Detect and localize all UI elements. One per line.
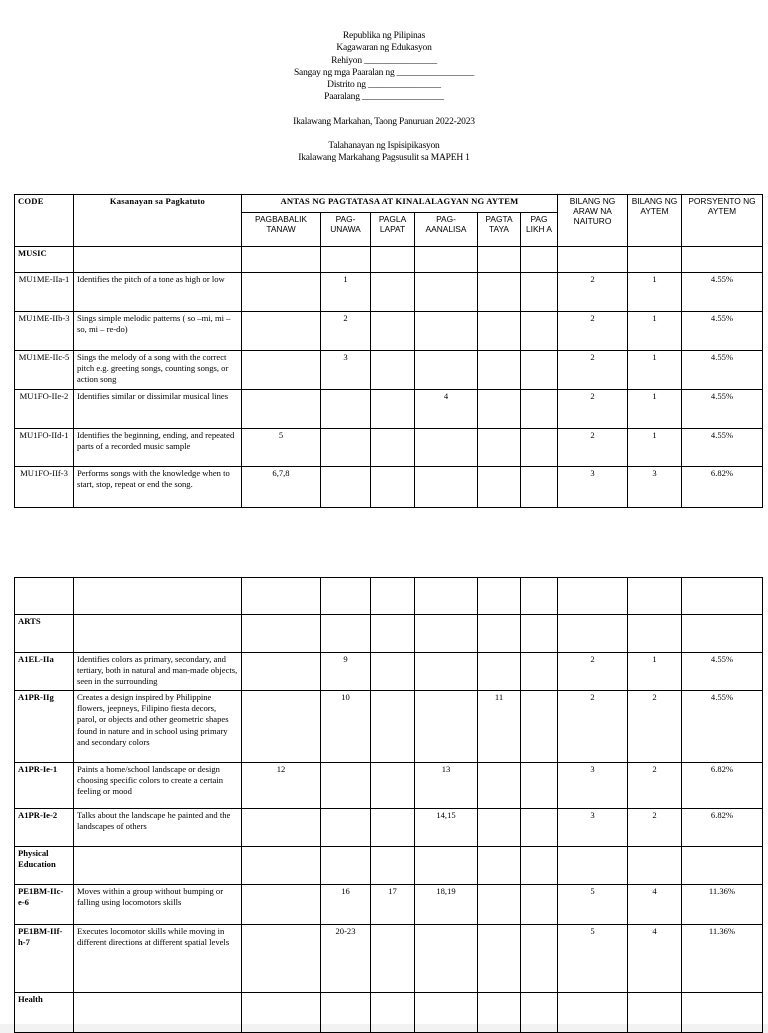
table-row (15, 312, 763, 351)
cell-value: 6.82% (682, 467, 763, 508)
cell-value (371, 390, 415, 429)
cell-skill: Identifies the pitch of a tone as high or low (74, 273, 242, 312)
cell-value (478, 312, 521, 351)
cell-value: 6,7,8 (242, 467, 321, 508)
cell-code: PE1BM-IIf-h-7 (15, 925, 74, 993)
col-level: PAG-UNAWA (321, 213, 371, 247)
cell-value (521, 653, 558, 691)
cell-value (478, 273, 521, 312)
cell-value: 11.36% (682, 885, 763, 925)
header-line: Sangay ng mga Paaralan ng _________________ (293, 67, 475, 78)
cell-value (371, 763, 415, 809)
cell-value: 2 (558, 273, 628, 312)
cell-value (521, 925, 558, 993)
cell-value: 2 (558, 351, 628, 390)
cell-value (415, 351, 478, 390)
col-level: PAGBABALIK TANAW (242, 213, 321, 247)
cell-value: 4.55% (682, 429, 763, 467)
cell-skill: Performs songs with the knowledge when to start, stop, repeat or end the song. (74, 467, 242, 508)
tos-table-music (14, 194, 763, 508)
cell-value: 4.55% (682, 653, 763, 691)
cell-skill: Sings simple melodic patterns ( so –mi, mi –so, mi – re-do) (74, 312, 242, 351)
cell-value: 4 (415, 390, 478, 429)
col-porsyento: PORSYENTO NG AYTEM (682, 195, 763, 247)
cell-value (478, 763, 521, 809)
col-level: PAG LIKH A (521, 213, 558, 247)
section-label: Physical Education (15, 847, 74, 885)
cell-skill: Identifies colors as primary, secondary, and tertiary, both in natural and man-made objects, seen in the surrounding (74, 653, 242, 691)
col-level: PAGTA TAYA (478, 213, 521, 247)
music-rows (15, 273, 763, 508)
cell-value: 1 (628, 273, 682, 312)
cell-value: 3 (558, 467, 628, 508)
cell-value (478, 809, 521, 847)
cell-value (242, 925, 321, 993)
cell-value (321, 429, 371, 467)
header-line: Paaralang __________________ (324, 92, 444, 103)
cell-value (371, 467, 415, 508)
table-row (15, 885, 763, 925)
col-code: CODE (15, 195, 74, 247)
cell-value: 11 (478, 691, 521, 763)
cell-value: 3 (558, 763, 628, 809)
cell-value: 1 (628, 312, 682, 351)
cell-code: MU1ME-IIc-5 (15, 351, 74, 390)
table-row (15, 763, 763, 809)
table-row (15, 691, 763, 763)
cell-value: 18,19 (415, 885, 478, 925)
table-row (15, 925, 763, 993)
cell-value (415, 312, 478, 351)
cell-value (415, 691, 478, 763)
section-label: Health (15, 993, 74, 1033)
cell-value: 4 (628, 885, 682, 925)
cell-value (478, 885, 521, 925)
col-kasanayan: Kasanayan sa Pagkatuto (74, 195, 242, 247)
cell-code: A1EL-IIa (15, 653, 74, 691)
cell-code: A1PR-Ie-2 (15, 809, 74, 847)
cell-value: 14,15 (415, 809, 478, 847)
cell-value (478, 467, 521, 508)
cell-value (371, 691, 415, 763)
cell-value (521, 885, 558, 925)
cell-value (321, 467, 371, 508)
cell-value (415, 653, 478, 691)
cell-value (478, 925, 521, 993)
cell-value: 10 (321, 691, 371, 763)
cell-value: 12 (242, 763, 321, 809)
cell-skill: Identifies the beginning, ending, and repeated parts of a recorded music sample (74, 429, 242, 467)
table-row (15, 467, 763, 508)
cell-value (242, 885, 321, 925)
cell-value: 2 (628, 763, 682, 809)
cell-value (521, 312, 558, 351)
cell-value: 1 (628, 653, 682, 691)
cell-value: 4.55% (682, 390, 763, 429)
cell-value: 5 (242, 429, 321, 467)
cell-code: MU1FO-IIe-2 (15, 390, 74, 429)
col-bilang-aytem: BILANG NG AYTEM (628, 195, 682, 247)
cell-value (371, 351, 415, 390)
document-header (0, 30, 768, 165)
cell-value (242, 351, 321, 390)
title-line: Ikalawang Markahang Pagsusulit sa MAPEH 1 (298, 153, 470, 164)
cell-value: 16 (321, 885, 371, 925)
cell-value (521, 467, 558, 508)
cell-value (321, 763, 371, 809)
cell-value (242, 390, 321, 429)
cell-code: MU1FO-IIf-3 (15, 467, 74, 508)
cell-value: 4.55% (682, 351, 763, 390)
col-bilang-araw: BILANG NG ARAW NA NAITURO (558, 195, 628, 247)
cell-value (371, 312, 415, 351)
cell-value (371, 925, 415, 993)
cell-value: 4 (628, 925, 682, 993)
cell-skill: Moves within a group without bumping or falling using locomotors skills (74, 885, 242, 925)
cell-value: 2 (558, 429, 628, 467)
cell-value (521, 763, 558, 809)
cell-value: 1 (628, 429, 682, 467)
pe-rows (15, 885, 763, 993)
cell-value: 4.55% (682, 273, 763, 312)
cell-value (521, 273, 558, 312)
cell-value: 2 (321, 312, 371, 351)
cell-value (371, 809, 415, 847)
cell-value: 4.55% (682, 691, 763, 763)
cell-code: A1PR-Ie-1 (15, 763, 74, 809)
cell-value (321, 390, 371, 429)
cell-value (321, 809, 371, 847)
cell-value (371, 653, 415, 691)
cell-value: 5 (558, 885, 628, 925)
cell-value: 3 (321, 351, 371, 390)
table-row (15, 351, 763, 390)
section-label: ARTS (15, 615, 74, 653)
cell-value (478, 351, 521, 390)
cell-code: MU1ME-IIa-1 (15, 273, 74, 312)
cell-value (521, 351, 558, 390)
cell-value: 17 (371, 885, 415, 925)
table-row (15, 653, 763, 691)
cell-value (242, 653, 321, 691)
cell-value: 2 (558, 691, 628, 763)
quarter-line: Ikalawang Markahan, Taong Panuruan 2022-2023 (293, 116, 475, 127)
cell-code: MU1FO-IId-1 (15, 429, 74, 467)
cell-value (521, 809, 558, 847)
cell-skill: Executes locomotor skills while moving in different directions at different spatial levels (74, 925, 242, 993)
header-line: Republika ng Pilipinas (342, 31, 426, 41)
cell-value: 1 (321, 273, 371, 312)
cell-value: 6.82% (682, 763, 763, 809)
title-line: Talahanayan ng Ispisipikasyon (328, 141, 440, 152)
col-level: PAG-AANALISA (415, 213, 478, 247)
cell-skill: Paints a home/school landscape or design choosing specific colors to create a certain feeling or mood (74, 763, 242, 809)
cell-value: 2 (558, 653, 628, 691)
cell-value: 1 (628, 390, 682, 429)
cell-value (242, 273, 321, 312)
cell-value: 6.82% (682, 809, 763, 847)
cell-value: 2 (558, 312, 628, 351)
cell-skill: Sings the melody of a song with the correct pitch e.g. greeting songs, counting songs, or action song (74, 351, 242, 390)
cell-skill: Talks about the landscape he painted and the landscapes of others (74, 809, 242, 847)
header-line: Distrito ng ________________ (327, 80, 441, 91)
cell-value (521, 390, 558, 429)
cell-value: 2 (628, 809, 682, 847)
col-level: PAGLA LAPAT (371, 213, 415, 247)
cell-value: 5 (558, 925, 628, 993)
cell-value (478, 429, 521, 467)
cell-value (371, 429, 415, 467)
table-row (15, 429, 763, 467)
cell-code: A1PR-IIg (15, 691, 74, 763)
cell-code: MU1ME-IIb-3 (15, 312, 74, 351)
cell-value: 3 (558, 809, 628, 847)
cell-value (242, 691, 321, 763)
cell-value: 9 (321, 653, 371, 691)
cell-value (478, 653, 521, 691)
cell-value (415, 273, 478, 312)
cell-value (242, 312, 321, 351)
cell-value (415, 925, 478, 993)
cell-value (521, 691, 558, 763)
table-row (15, 809, 763, 847)
cell-value: 1 (628, 351, 682, 390)
col-antas: ANTAS NG PAGTATASA AT KINALALAGYAN NG AYTEM (242, 195, 558, 213)
cell-value: 2 (628, 691, 682, 763)
cell-skill: Identifies similar or dissimilar musical lines (74, 390, 242, 429)
cell-value: 20-23 (321, 925, 371, 993)
cell-value (415, 429, 478, 467)
tos-table-arts-pe-health (14, 577, 763, 1033)
cell-value: 3 (628, 467, 682, 508)
cell-value (478, 390, 521, 429)
cell-code: PE1BM-IIc-e-6 (15, 885, 74, 925)
table-row (15, 390, 763, 429)
cell-value (521, 429, 558, 467)
header-line: Kagawaran ng Edukasyon (336, 43, 432, 54)
cell-value: 2 (558, 390, 628, 429)
cell-value (371, 273, 415, 312)
header-line: Rehiyon ________________ (331, 55, 437, 66)
section-label: MUSIC (15, 247, 74, 273)
cell-skill: Creates a design inspired by Philippine flowers, jeepneys, Filipino fiesta decors, parol, or objects and other geometric shapes found in nature and in school using primary and secondary colors (74, 691, 242, 763)
cell-value (415, 467, 478, 508)
cell-value: 13 (415, 763, 478, 809)
cell-value: 4.55% (682, 312, 763, 351)
table-row (15, 273, 763, 312)
cell-value: 11.36% (682, 925, 763, 993)
arts-rows (15, 653, 763, 847)
cell-value (242, 809, 321, 847)
